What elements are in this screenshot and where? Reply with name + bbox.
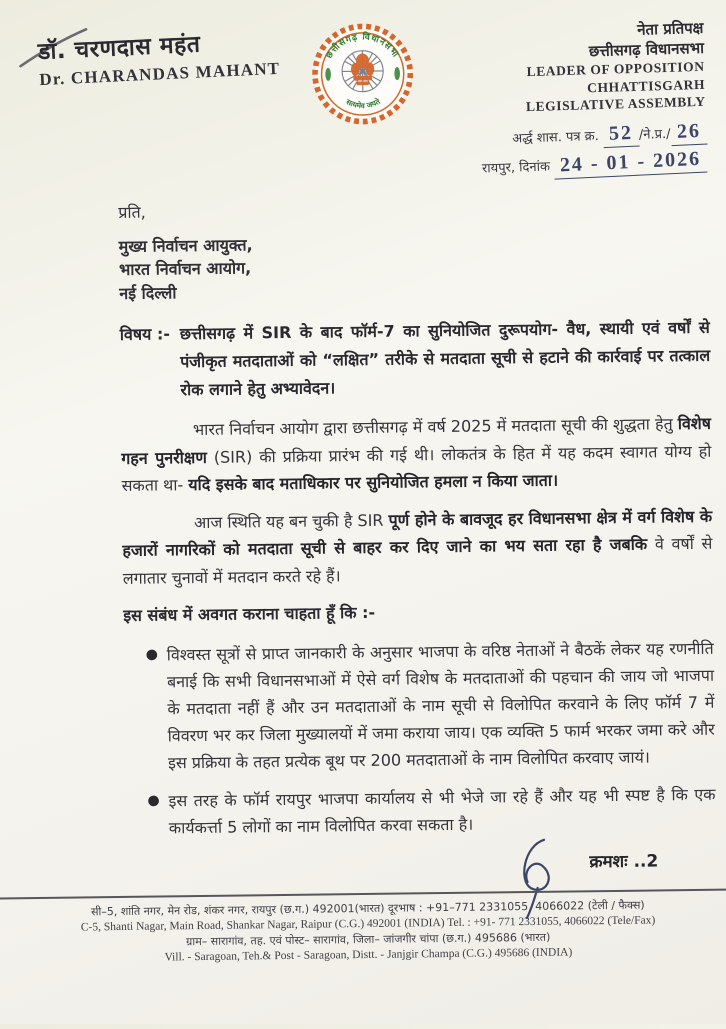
salutation: प्रति,: [118, 202, 146, 222]
bullet-item-1: [124, 634, 716, 776]
continuation-row: [126, 845, 716, 886]
sender-name-hindi: डॉ. चरणदास महंत: [37, 31, 201, 66]
list-intro-line: इस संबंध में अवगत कराना चाहता हूँ कि :-: [123, 602, 376, 625]
bullet-dot-icon: ●: [147, 792, 160, 809]
recipient-line: मुख्य निर्वाचन आयुक्त,: [118, 234, 253, 256]
recipient-line: नई दिल्ली: [119, 282, 177, 303]
office-title-hindi-2: छत्तीसगढ़ विधानसभा: [588, 38, 704, 61]
sender-name-english: Dr. CHARANDAS MAHANT: [38, 58, 281, 90]
bullet-dot-icon: ●: [145, 646, 159, 663]
handwritten-ref-number: 52: [602, 121, 639, 148]
handwritten-ref-year: 26: [669, 119, 706, 146]
office-title-hindi-1: नेता प्रतिपक्ष: [636, 18, 704, 39]
handwritten-date: 24 - 01 - 2026: [553, 147, 707, 179]
bullet-text: इस तरह के फॉर्म रायपुर भाजपा कार्यालय से भी भेजे जा रहे हैं और यह भी स्पष्ट है कि एक कार्यकर्त्ता 5 लोगों का नाम विलोपित करवा सकता है।: [168, 784, 716, 837]
svg-text:छत्तीसगढ़ विधानसभा: छत्तीसगढ़ विधानसभा: [324, 32, 401, 61]
office-title-english-2: CHHATTISGARH: [586, 76, 705, 95]
subject-label: विषय :-: [119, 324, 171, 344]
footer-address-hindi-2: ग्राम– सारागांव, तह. एवं पोस्ट– सारागांव, जिला– जांजगीर चांपा (छ.ग.) 495686 (भारत): [186, 930, 551, 949]
body-paragraph-1: भारत निर्वाचन आयोग द्वारा छत्तीसगढ़ में वर्ष 2025 में मतदाता सूची की शुद्धता हेतु विशेष गहन पुनरीक्षण (SIR) की प्रक्रिया प्रारंभ की गई थी। लोकतंत्र के हित में यह कदम स्वागत योग्य हो सकता था- यदि इसके बाद मताधिकार पर सुनियोजित हमला न किया जाता।: [121, 413, 712, 495]
footer-address-hindi-1: सी–5, शांति नगर, मेन रोड, शंकर नगर, रायपुर (छ.ग.) 492001(भारत) दूरभाष : +91–771 2331055, 4066022 (टेली / फैक्स): [90, 898, 645, 919]
subject-text: छत्तीसगढ़ में SIR के बाद फॉर्म-7 का सुनियोजित दुरूपयोग- वैध, स्थायी एवं वर्षों से पंजीकृत मतदाताओं को “लक्षित” तरीके से मतदाता सूची से हटाने की कार्रवाई पर तत्काल रोक लगाने हेतु अभ्यावेदन।: [179, 317, 711, 400]
assembly-emblem-seal-icon: [306, 17, 419, 130]
place-date-label: रायपुर, दिनांक: [481, 158, 550, 176]
svg-text:सत्यमेव जयते: सत्यमेव जयते: [344, 96, 382, 111]
letterhead-left: [37, 23, 280, 90]
place-date-line: [481, 148, 707, 180]
subject-block: [120, 314, 711, 405]
body-paragraph-2: आज स्थिति यह बन चुकी है SIR पूर्ण होने के बावजूद हर विधानसभा क्षेत्र में वर्ग विशेष के हजारों नागरिकों को मतदाता सूची से बाहर कर दिए जाने का भय सता रहा है जबकि वे वर्षों से लगातार चुनावों में मतदान करते रहे हैं।: [122, 506, 713, 588]
reference-number-line: [480, 119, 706, 151]
recipient-line: भारत निर्वाचन आयोग,: [118, 258, 252, 279]
ref-mid-label: /ने.प्र./: [638, 126, 671, 143]
letter-body: [118, 192, 716, 887]
footer-address-english-1: C-5, Shanti Nagar, Main Road, Shankar Nagar, Raipur (C.G.) 492001 (INDIA) Tel. : +91- 771 2331055, 4066022 (Tele/Fax): [80, 913, 656, 933]
footer-address-block: [5, 897, 726, 968]
ref-prefix-label: अर्द्ध शास. पत्र क्र.: [511, 128, 599, 147]
continuation-marker: क्रमशः ..2: [589, 850, 659, 872]
recipient-block: [119, 227, 710, 305]
office-title-english-3: LEGISLATIVE ASSEMBLY: [525, 93, 706, 115]
footer-address-english-2: Vill. - Saragoan, Teh.& Post - Saragoan, Distt. - Janjgir Champa (C.G.) 495686 (INDIA): [164, 945, 573, 963]
office-title-english-1: LEADER OF OPPOSITION: [525, 58, 705, 80]
bullet-text: विश्वस्त सूत्रों से प्राप्त जानकारी के अनुसार भाजपा के वरिष्ठ नेताओं ने बैठकें लेकर यह रणनीति बनाई कि सभी विधानसभाओं में ऐसे वर्ग विशेष के मतदाताओं की पहचान की जाय जो भाजपा के मतदाता नहीं हैं और उन मतदाताओं के नाम सूची से विलोपित करवाने के लिए फॉर्म 7 में विवरण भर कर जिला मुख्यालयों में जमा कराया जाय। एक व्यक्ति 5 फार्म भरकर जमा करे और इस प्रक्रिया के तहत प्रत्येक बूथ पर 200 मतदाताओं के नाम विलोपित करवाए जायं।: [166, 638, 715, 772]
letterhead-right: [477, 18, 707, 180]
bullet-item-2: [125, 780, 716, 841]
